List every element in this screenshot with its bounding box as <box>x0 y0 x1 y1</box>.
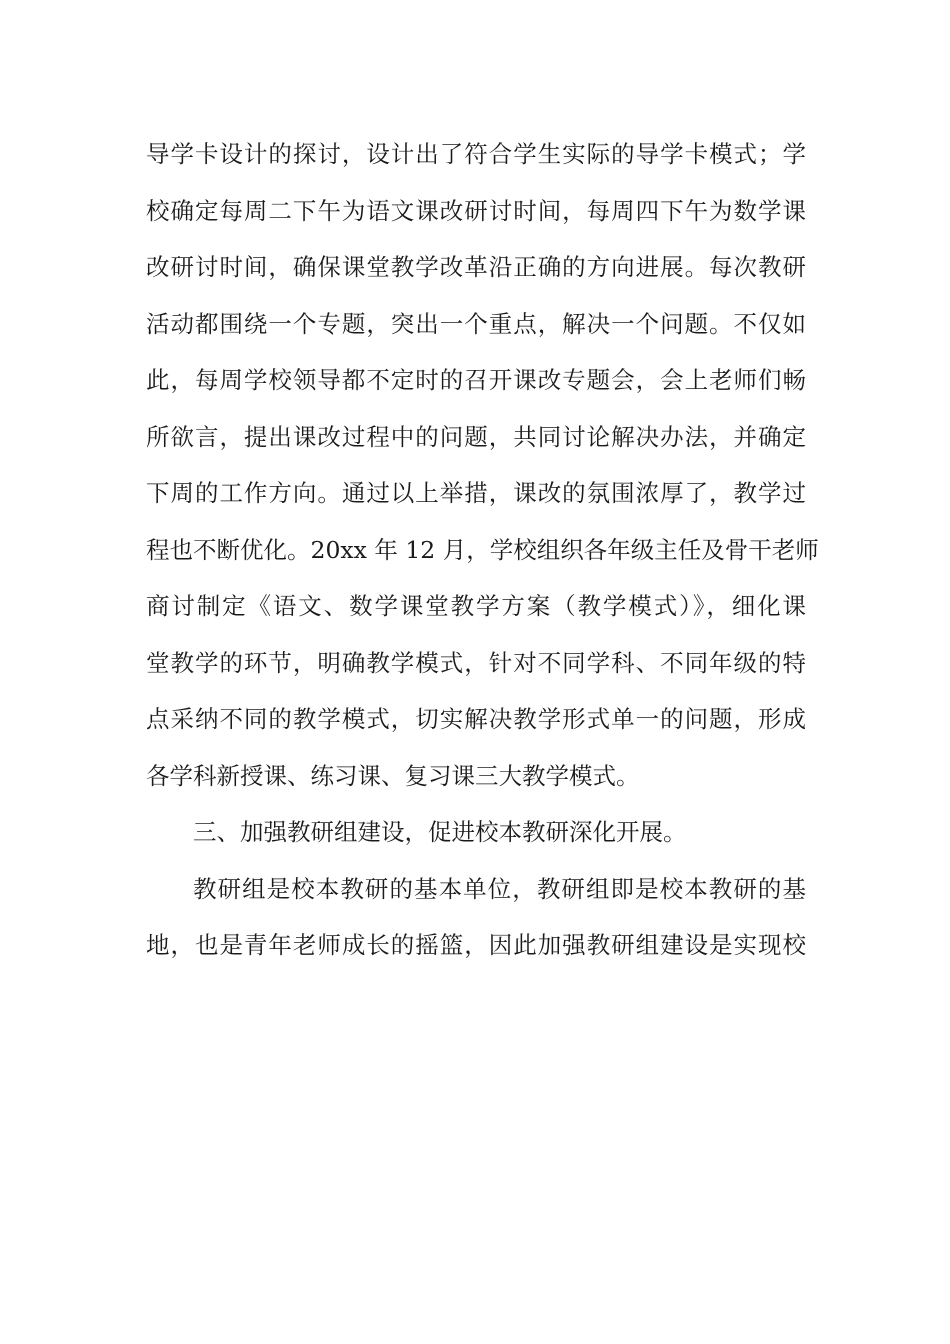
text-line: 教研组是校本教研的基本单位，教研组即是校本教研的基 <box>193 874 806 903</box>
text-line: 下周的工作方向。通过以上举措，课改的氛围浓厚了，教学过 <box>146 479 806 507</box>
text-line: 各学科新授课、练习课、复习课三大教学模式。 <box>146 761 640 790</box>
section-heading: 三、加强教研组建设，促进校本教研深化开展。 <box>193 818 687 846</box>
text-line: 此，每周学校领导都不定时的召开课改专题会，会上老师们畅 <box>146 366 806 394</box>
text-line: 导学卡设计的探讨，设计出了符合学生实际的导学卡模式；学 <box>146 140 806 168</box>
text-line: 点采纳不同的教学模式，切实解决教学形式单一的问题，形成 <box>146 705 806 733</box>
text-line: 堂教学的环节，明确教学模式，针对不同学科、不同年级的特 <box>146 648 806 677</box>
paragraph <box>146 861 806 974</box>
paragraph-continued <box>146 126 819 804</box>
text-line: 校确定每周二下午为语文课改研讨时间，每周四下午为数学课 <box>146 196 806 225</box>
text-line: 地，也是青年老师成长的摇篮，因此加强教研组建设是实现校 <box>146 931 806 959</box>
text-line: 活动都围绕一个专题，突出一个重点，解决一个问题。不仅如 <box>146 309 806 338</box>
text-line: 改研讨时间，确保课堂教学改革沿正确的方向进展。每次教研 <box>146 253 806 281</box>
text-line: 程也不断优化。20xx 年 12 月，学校组织各年级主任及骨干老师 <box>146 535 819 564</box>
document-body <box>146 126 819 974</box>
text-line: 所欲言，提出课改过程中的问题，共同讨论解决办法，并确定 <box>146 422 806 451</box>
text-line: 商讨制定《语文、数学课堂教学方案（教学模式）》，细化课 <box>146 592 806 620</box>
